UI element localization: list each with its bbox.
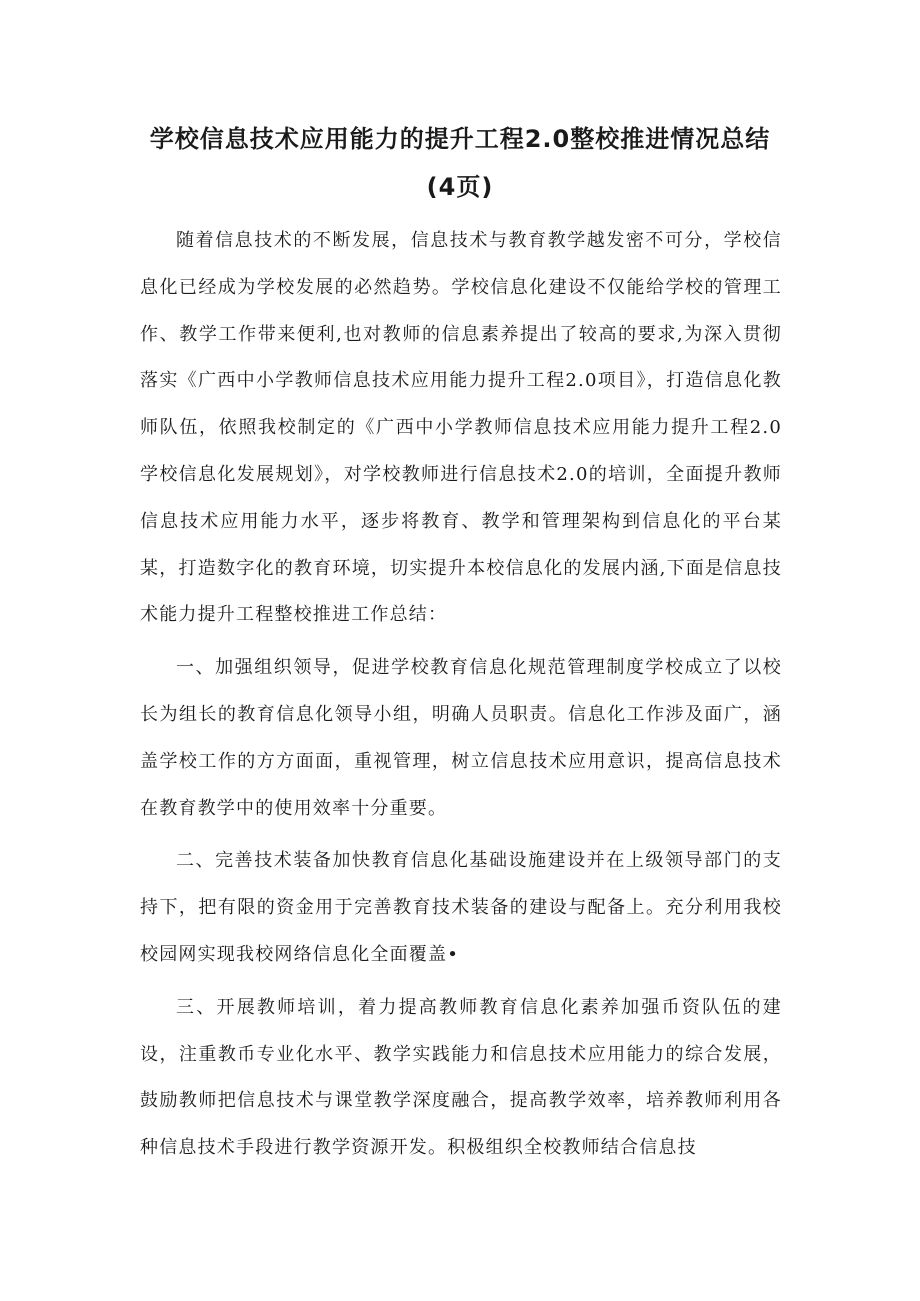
document-body	[140, 218, 782, 1172]
paragraph-section-1: 一、加强组织领导，促进学校教育信息化规范管理制度学校成立了以校长为组长的教育信息化领导小组，明确人员职责。信息化工作涉及面广，涵盖学校工作的方方面面，重视管理，树立信息技术应用意识，提高信息技术在教育教学中的使用效率十分重要。	[140, 657, 782, 819]
paragraph-intro: 随着信息技术的不断发展，信息技术与教育教学越发密不可分，学校信息化已经成为学校发展的必然趋势。学校信息化建设不仅能给学校的管理工作、教学工作带来便利,也对教师的信息素养提出了较高的要求,为深入贯彻落实《广西中小学教师信息技术应用能力提升工程2.0项目》，打造信息化教师队伍，依照我校制定的《广西中小学教师信息技术应用能力提升工程2.0学校信息化发展规划》，对学校教师进行信息技术2.0的培训，全面提升教师信息技术应用能力水平，逐步将教育、教学和管理架构到信息化的平台某某，打造数字化的教育环境，切实提升本校信息化的发展内涵,下面是信息技术能力提升工程整校推进工作总结：	[140, 230, 782, 626]
document-title: 学校信息技术应用能力的提升工程2.0整校推进情况总结	[149, 125, 771, 153]
paragraph-section-2: 二、完善技术装备加快教育信息化基础设施建设并在上级领导部门的支持下，把有限的资金用于完善教育技术装备的建设与配备上。充分利用我校校园网实现我校网络信息化全面覆盖•	[140, 850, 782, 965]
document-subtitle-page-count: (4页)	[426, 173, 494, 201]
paragraph-section-3: 三、开展教师培训，着力提高教师教育信息化素养加强币资队伍的建设，注重教币专业化水平、教学实践能力和信息技术应用能力的综合发展，鼓励教师把信息技术与课堂教学深度融合，提高教学效率，培养教师利用各种信息技术手段进行教学资源开发。积极组织全校教师结合信息技	[140, 996, 782, 1159]
